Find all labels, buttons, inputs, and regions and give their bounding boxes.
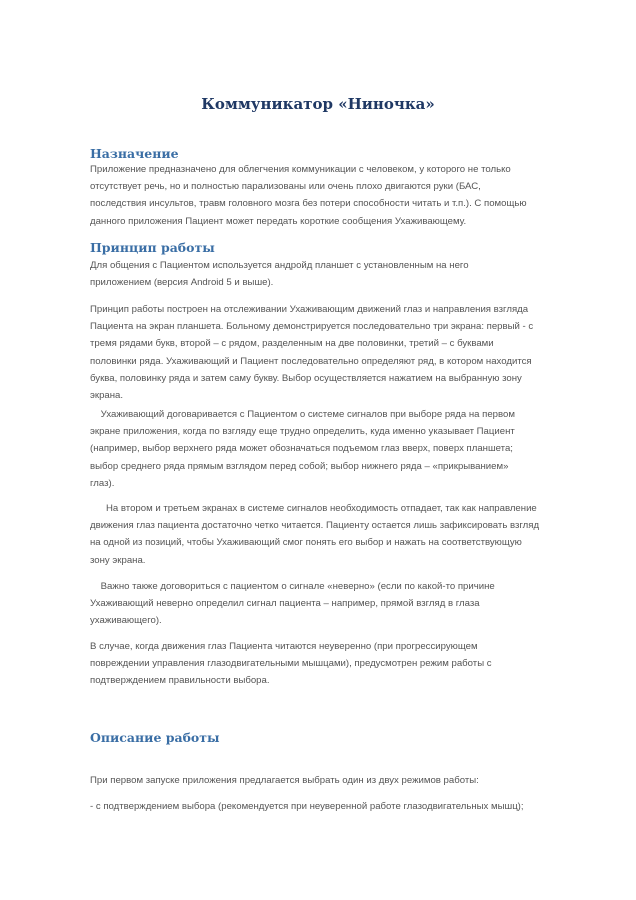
paragraph-line: На втором и третьем экранах в системе сигналов необходимость отпадает, так как направление (90, 503, 537, 514)
paragraph-line: Принцип работы построен на отслеживании Ухаживающим движений глаз и направления взгляда (90, 304, 529, 315)
paragraph-line: Пациента на экран планшета. Больному демонстрируется последовательно три экрана: первый - с (90, 321, 534, 333)
section-heading-description: Описание работы (90, 730, 220, 745)
paragraph-line: подтверждением правильности выбора. (90, 675, 270, 687)
paragraph-line: отсутствует речь, но и полностью парализованы или очень плохо двигаются руки (БАС, (90, 181, 481, 193)
paragraph-line: Ухаживающий неверно определил сигнал пациента – например, прямой взгляд в глаза (90, 598, 480, 610)
paragraph (90, 500, 595, 569)
paragraph-line: ухаживающего). (90, 615, 162, 627)
paragraph (90, 161, 595, 230)
paragraph-line: Важно также договориться с пациентом о сигнале «неверно» (если по какой-то причине (90, 581, 495, 592)
document-title: Коммуникатор «Ниночка» (201, 95, 435, 113)
paragraph-line: Приложение предназначено для облегчения коммуникации с человеком, у которого не только (90, 164, 511, 175)
paragraph-line: В случае, когда движения глаз Пациента читаются неуверенно (при прогрессирующем (90, 641, 478, 652)
paragraph-line: буква, половинку ряда и затем саму букву. Выбор осуществляется нажатием на выбранную зону (90, 372, 522, 384)
paragraph (90, 798, 595, 815)
section-heading-principle: Принцип работы (90, 240, 215, 255)
paragraph-line: глаз). (90, 477, 115, 489)
paragraph-line: приложением (версия Android 5 и выше). (90, 277, 274, 289)
paragraph (90, 578, 595, 630)
paragraph-line: половинки ряда. Ухаживающий и Пациент последовательно определяют ряд, в котором находится (90, 355, 532, 367)
paragraph-line: движения глаз пациента достаточно четко читается. Пациенту остается лишь зафиксировать взгляд (90, 520, 540, 532)
paragraph (90, 772, 595, 789)
paragraph-line: зону экрана. (90, 554, 146, 566)
paragraph-line: выбор среднего ряда прямым взглядом перед собой; выбор нижнего ряда – «прикрыванием» (90, 460, 509, 472)
paragraph-line: Для общения с Пациентом используется андройд планшет с установленным на него (90, 260, 469, 271)
paragraph-line: повреждении управления глазодвигательными мышцами), предусмотрен режим работы с (90, 658, 492, 670)
paragraph-line: экране приложения, когда по взгляду еще трудно определить, куда именно указывает Пациент (90, 426, 515, 438)
paragraph-line: тремя рядами букв, второй – с рядом, разделенным на две половинки, третий – с буквами (90, 338, 494, 350)
paragraph-line: При первом запуске приложения предлагается выбрать один из двух режимов работы: (90, 775, 479, 786)
paragraph-line: последствия инсультов, травм головного мозга без потери способности читать и т.п.). С помощью (90, 198, 527, 210)
paragraph-line: - с подтверждением выбора (рекомендуется при неуверенной работе глазодвигательных мышц); (90, 801, 524, 812)
paragraph-line: на одной из позиций, чтобы Ухаживающий смог понять его выбор и нажать на соответствующую (90, 537, 522, 549)
paragraph (90, 301, 595, 404)
paragraph (90, 257, 595, 291)
paragraph (90, 638, 595, 690)
paragraph-line: Ухаживающий договаривается с Пациентом о системе сигналов при выборе ряда на первом (90, 409, 515, 420)
paragraph-line: данного приложения Пациент может передать короткие сообщения Ухаживающему. (90, 215, 467, 227)
paragraph (90, 406, 595, 492)
paragraph-line: (например, выбор верхнего ряда может обозначаться подъемом глаз вверх, поверх планшета; (90, 443, 513, 455)
paragraph-line: экрана. (90, 390, 124, 402)
section-heading-purpose: Назначение (90, 146, 179, 161)
